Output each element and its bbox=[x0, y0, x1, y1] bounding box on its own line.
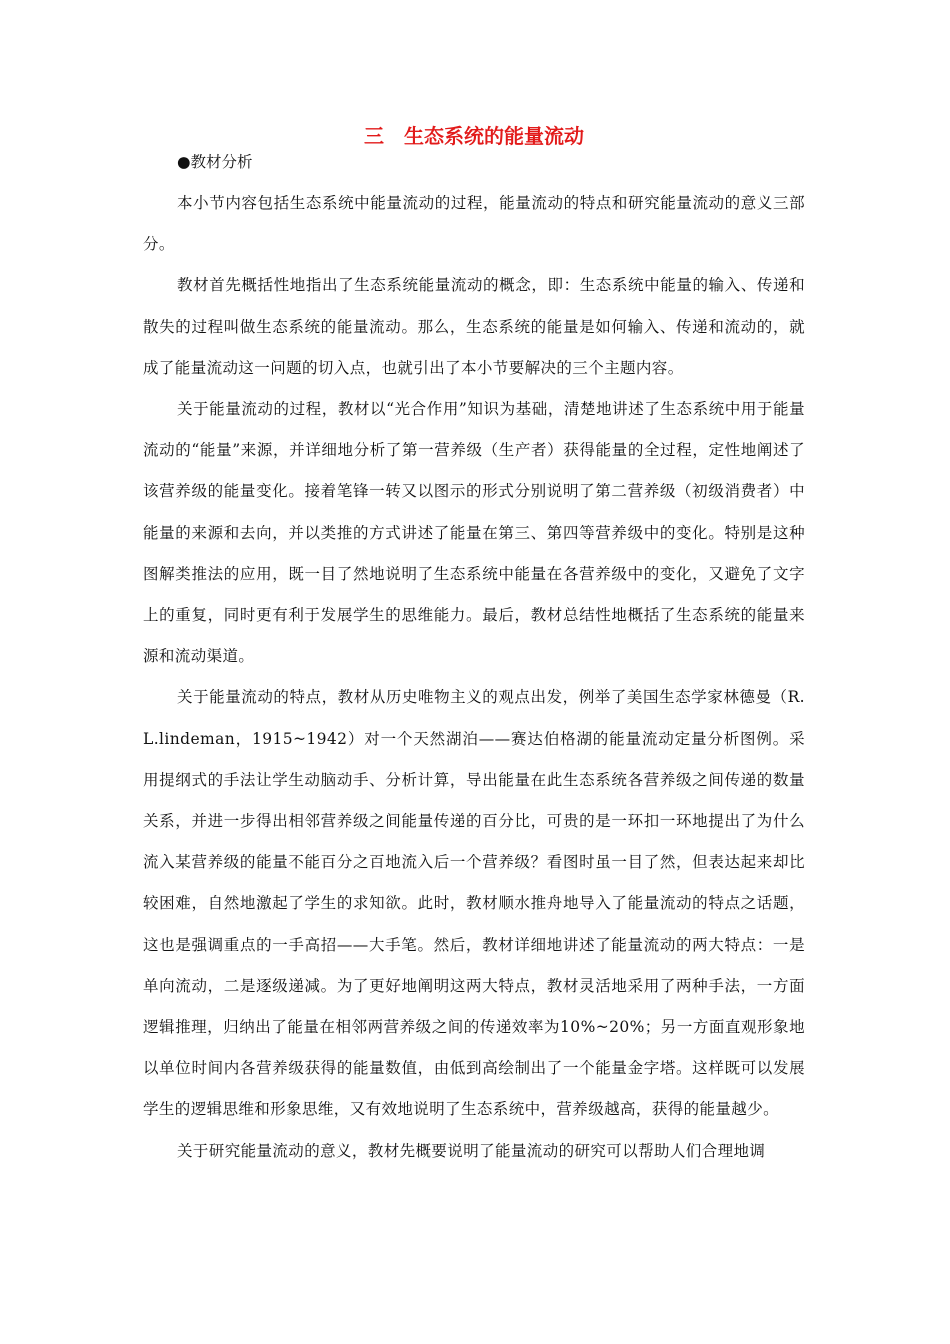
body-text bbox=[143, 183, 805, 1172]
section-label: ●教材分析 bbox=[177, 153, 253, 171]
paragraph-overview: 本小节内容包括生态系统中能量流动的过程，能量流动的特点和研究能量流动的意义三部分。 bbox=[143, 194, 805, 254]
paragraph-concept: 教材首先概括性地指出了生态系统能量流动的概念，即：生态系统中能量的输入、传递和散失的过程叫做生态系统的能量流动。那么，生态系统的能量是如何输入、传递和流动的，就成了能量流动这一问题的切入点，也就引出了本小节要解决的三个主题内容。 bbox=[143, 276, 805, 377]
paragraph-significance: 关于研究能量流动的意义，教材先概要说明了能量流动的研究可以帮助人们合理地调 bbox=[177, 1141, 766, 1160]
document-title: 三 生态系统的能量流动 bbox=[364, 124, 584, 148]
paragraph-characteristics: 关于能量流动的特点，教材从历史唯物主义的观点出发，例举了美国生态学家林德曼（R.L.lindeman，1915~1942）对一个天然湖泊——赛达伯格湖的能量流动定量分析图例。采用提纲式的手法让学生动脑动手、分析计算，导出能量在此生态系统各营养级之间传递的数量关系，并进一步得出相邻营养级之间能量传递的百分比，可贵的是一环扣一环地提出了为什么流入某营养级的能量不能百分之百地流入后一个营养级？看图时虽一目了然，但表达起来却比较困难，自然地激起了学生的求知欲。此时，教材顺水推舟地导入了能量流动的特点之话题，这也是强调重点的一手高招——大手笔。然后，教材详细地讲述了能量流动的两大特点：一是单向流动，二是逐级递减。为了更好地阐明这两大特点，教材灵活地采用了两种手法，一方面逻辑推理，归纳出了能量在相邻两营养级之间的传递效率为10%~20%；另一方面直观形象地以单位时间内各营养级获得的能量数值，由低到高绘制出了一个能量金字塔。这样既可以发展学生的逻辑思维和形象思维，又有效地说明了生态系统中，营养级越高，获得的能量越少。 bbox=[143, 688, 805, 1119]
paragraph-process: 关于能量流动的过程，教材以“光合作用”知识为基础，清楚地讲述了生态系统中用于能量流动的“能量”来源，并详细地分析了第一营养级（生产者）获得能量的全过程，定性地阐述了该营养级的能量变化。接着笔锋一转又以图示的形式分别说明了第二营养级（初级消费者）中能量的来源和去向，并以类推的方式讲述了能量在第三、第四等营养级中的变化。特别是这种图解类推法的应用，既一目了然地说明了生态系统中能量在各营养级中的变化，又避免了文字上的重复，同时更有利于发展学生的思维能力。最后，教材总结性地概括了生态系统的能量来源和流动渠道。 bbox=[143, 400, 805, 666]
